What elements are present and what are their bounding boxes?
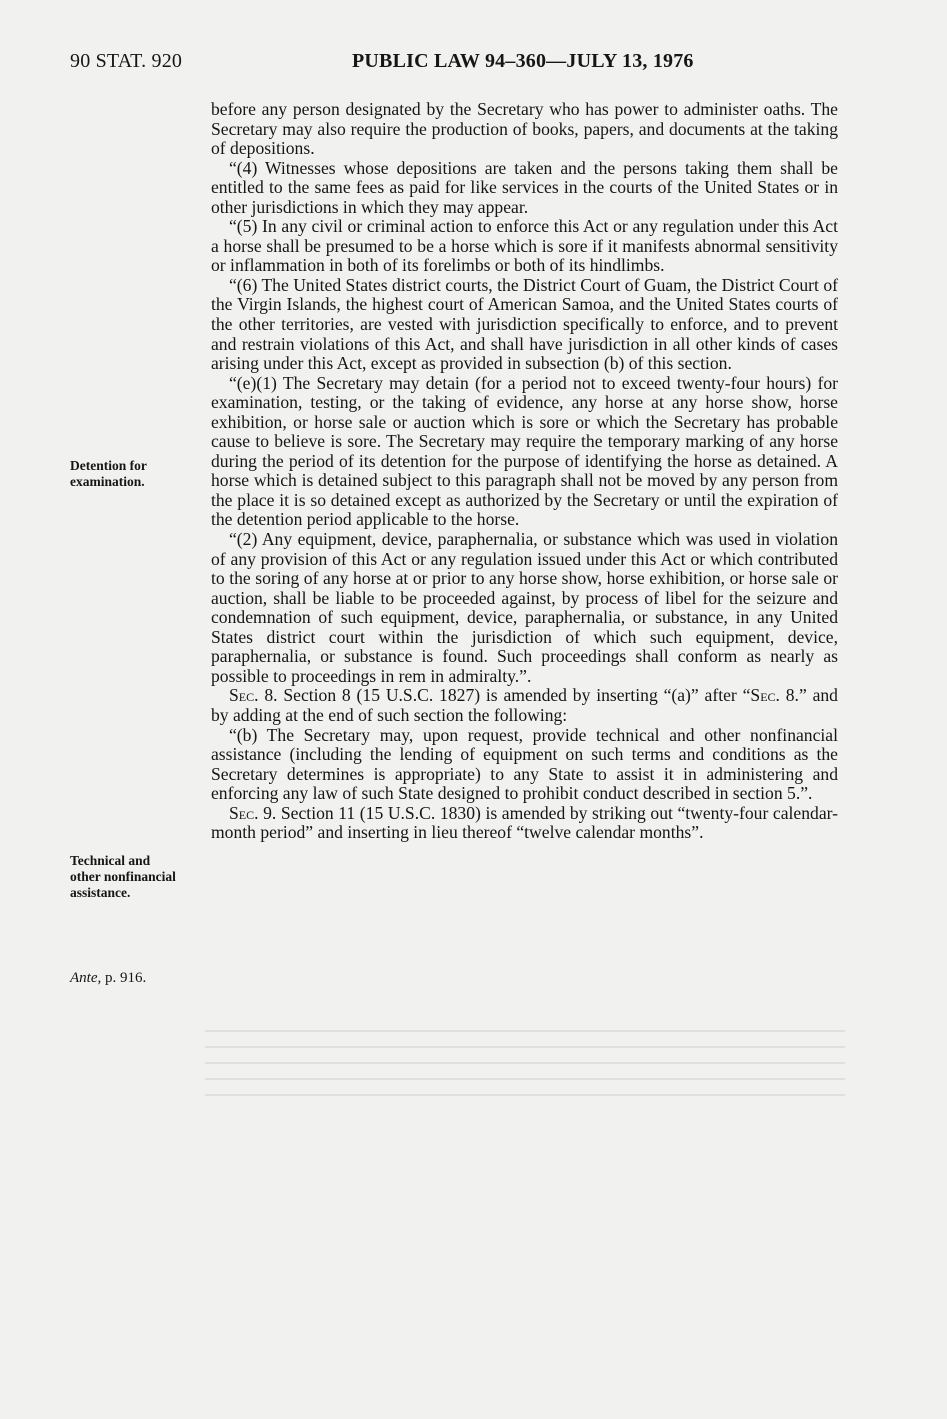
page-title: PUBLIC LAW 94–360—JULY 13, 1976: [352, 50, 694, 72]
paragraph: “(e)(1) The Secretary may detain (for a period not to exceed twenty-four hours) for examination, testing, or the taking of evidence, any horse at any horse show, horse exhibition, or horse sale or auction which is sore or which the Secretary has probable cause to believe is sore. The Secretary may require the temporary marking of any horse during the period of its detention for the purpose of identifying the horse as detained. A horse which is detained subject to this paragraph shall not be moved by any person from the place it is so detained except as authorized by the Secretary or until the expiration of the detention period applicable to the horse.: [211, 372, 838, 530]
margin-note-ante-reference: Ante, p. 916.: [70, 970, 147, 986]
paragraph: “(2) Any equipment, device, paraphernalia, or substance which was used in violation of any provision of this Act or any regulation issued under this Act or which contributed to the soring of any horse at or prior to any horse show, horse exhibition, or horse sale or auction, shall be liable to be proceeded against, by process of libel for the seizure and condemnation of such equipment, device, paraphernalia, or substance, in any United States district court within the jurisdiction of which such equipment, device, paraphernalia, or substance is found. Such proceedings shall conform as nearly as possible to proceedings in rem in admiralty.”.: [211, 529, 838, 686]
section-label: Sec. 9.: [229, 802, 277, 823]
section-8-paragraph: Sec. 8. Section 8 (15 U.S.C. 1827) is amended by inserting “(a)” after “Sec. 8.” and by adding at the end of such section the following:: [211, 685, 838, 725]
bleed-through-texture: [205, 1030, 845, 1100]
section-label: Sec. 8.: [229, 685, 278, 706]
paragraph: “(4) Witnesses whose depositions are taken and the persons taking them shall be entitled to the same fees as paid for like services in the courts of the United States or in other jurisdictions in which they may appear.: [211, 157, 838, 217]
paragraph: “(6) The United States district courts, the District Court of Guam, the District Court of the Virgin Islands, the highest court of American Samoa, and the United States courts of the other territories, are vested with jurisdiction specifically to enforce, and to prevent and restrain violations of this Act, and shall have jurisdiction in all other kinds of cases arising under this Act, except as provided in subsection (b) of this section.: [211, 274, 838, 374]
paragraph: “(5) In any civil or criminal action to enforce this Act or any regulation under this Act a horse shall be presumed to be a horse which is sore if it manifests abnormal sensitivity or inflammation in both of its forelimbs or both of its hindlimbs.: [211, 216, 838, 276]
paragraph: “(b) The Secretary may, upon request, provide technical and other nonfinancial assistance (including the lending of equipment on such terms and conditions as the Secretary determines is appropriate) to any State to assist it in administering and enforcing any law of such State designed to prohibit conduct described in section 5.”.: [211, 724, 838, 804]
paragraph: before any person designated by the Secretary who has power to administer oaths. The Secretary may also require the production of books, papers, and documents at the taking of depositions.: [211, 99, 838, 159]
margin-note-detention: Detention for examination.: [70, 458, 147, 489]
statute-body: [211, 100, 838, 843]
section-9-paragraph: Sec. 9. Section 11 (15 U.S.C. 1830) is amended by striking out “twenty-four calendar-month period” and inserting in lieu thereof “twelve calendar months”.: [211, 802, 838, 843]
stat-reference: 90 STAT. 920: [70, 50, 183, 72]
margin-note-technical-assistance: Technical and other nonfinancial assistance.: [70, 853, 176, 900]
